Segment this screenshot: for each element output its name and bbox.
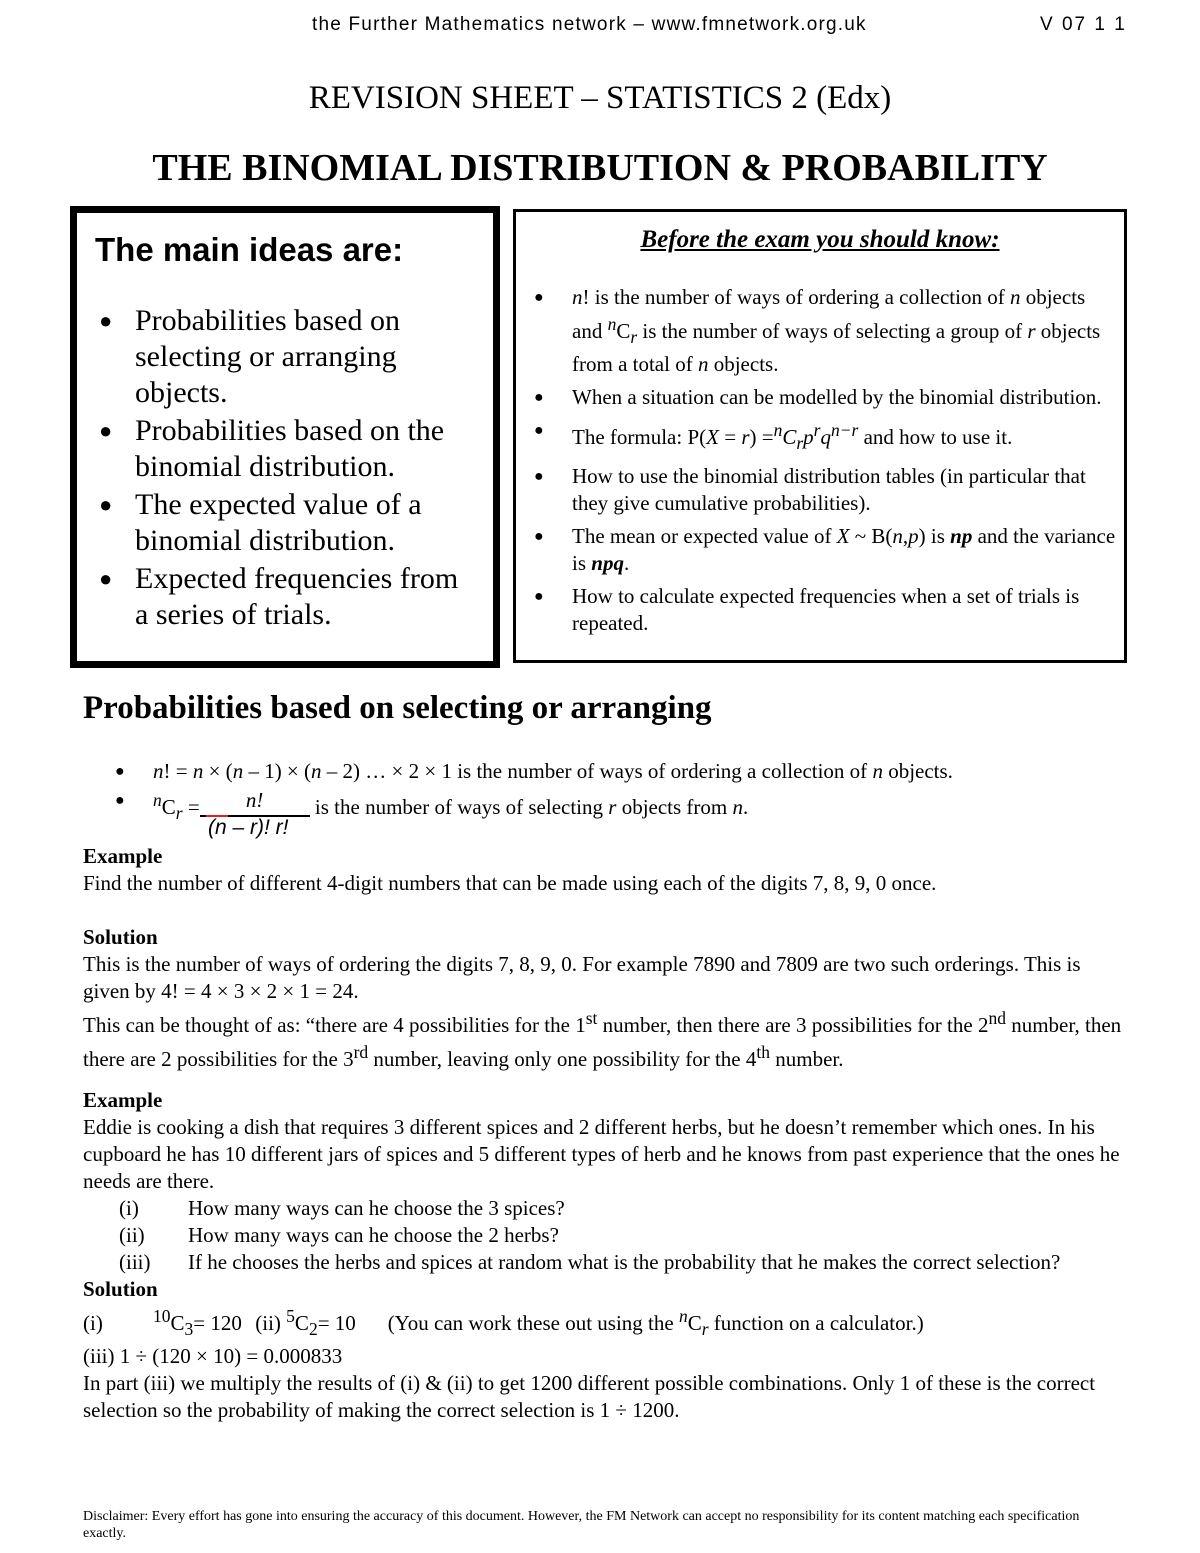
list-item: ● How to use the binomial distribution tables (in particular that they give cumulative probabilities). bbox=[534, 464, 1086, 516]
bullet-icon: ● bbox=[534, 588, 544, 606]
example-2 bbox=[83, 1087, 1123, 1424]
main-ideas-heading: The main ideas are: bbox=[95, 231, 404, 268]
bullet-icon: ● bbox=[99, 492, 113, 517]
list-item: ● n! is the number of ways of ordering a collection of n objects and $^nC_r$ is the number of ways of selecting a group of r objects from a total of n objects. bbox=[534, 285, 1101, 377]
bullet-icon: ● bbox=[115, 792, 125, 809]
solution-text: (iii) 1 ÷ (120 × 10) = 0.000833 bbox=[83, 1344, 343, 1369]
question-part: (iii) If he chooses the herbs and spices at random what is the probability that he makes the correct selection? bbox=[119, 1250, 1061, 1274]
know-box bbox=[513, 209, 1127, 663]
solution-text: This can be thought of as: “there are 4 possibilities for the 1st number, then there are 3 possibilities for the 2nd number, then there are 2 possibilities for the 3rd number, leaving only one possibility for the 4th number. bbox=[83, 1008, 1122, 1071]
bullet-icon: ● bbox=[99, 566, 113, 591]
solution-text: In part (iii) we multiply the results of (i) & (ii) to get 1200 different possible combinations. Only 1 of these is the correct selection so the probability of making the correct selection is 1 ÷ 1200. bbox=[83, 1371, 1096, 1423]
solution-label: Solution bbox=[83, 1277, 158, 1301]
bullet-icon: ● bbox=[99, 308, 113, 333]
formula-combination: ● $^nC_r$ = n! is the number of ways of selecting r objects from n. bbox=[115, 788, 749, 824]
example-1 bbox=[83, 843, 1123, 1073]
list-item: ● The formula: $P(X = r) =^nC_rp^rq^{n-r}$ and how to use it. bbox=[516, 417, 1116, 457]
bullet-icon: ● bbox=[534, 389, 544, 407]
revision-title: REVISION SHEET – STATISTICS 2 (Edx) bbox=[308, 80, 892, 116]
bullet-icon: ● bbox=[115, 763, 125, 780]
example-question: Find the number of different 4-digit numbers that can be made using each of the digits 7, 8, 9, 0 once. bbox=[83, 871, 937, 895]
list-item: ● The mean or expected value of X ~ B(n,p) is np and the variance is npq. bbox=[534, 524, 1116, 576]
section-title: Probabilities based on selecting or arranging bbox=[83, 690, 712, 726]
main-ideas-box bbox=[70, 206, 500, 668]
solution-text: This is the number of ways of ordering the digits 7, 8, 9, 0. For example 7890 and 7809 are two such orderings. This is given by 4! = 4 × 3 × 2 × 1 = 24. bbox=[83, 952, 1081, 1003]
fraction: n! bbox=[200, 786, 310, 817]
main-ideas-list bbox=[77, 303, 477, 635]
list-item: ● Probabilities based on selecting or arranging objects. bbox=[99, 304, 400, 409]
bullet-icon: ● bbox=[534, 528, 544, 546]
page-title: THE BINOMIAL DISTRIBUTION & PROBABILITY bbox=[152, 147, 1048, 189]
site-header: the Further Mathematics network – www.fmnetwork.org.uk bbox=[312, 14, 867, 35]
bullet-icon: ● bbox=[534, 422, 544, 440]
question-part: (ii) How many ways can he choose the 2 herbs? bbox=[119, 1223, 559, 1247]
bullet-icon: ● bbox=[99, 418, 113, 443]
know-list bbox=[516, 284, 1116, 643]
example-label: Example bbox=[83, 844, 163, 868]
solution-label: Solution bbox=[83, 925, 158, 949]
list-item: ● The expected value of a binomial distribution. bbox=[99, 488, 422, 557]
list-item: ● When a situation can be modelled by the binomial distribution. bbox=[534, 385, 1102, 410]
example-label: Example bbox=[83, 1088, 163, 1112]
version-label: V 07 1 1 bbox=[1040, 14, 1127, 35]
example-question: Eddie is cooking a dish that requires 3 different spices and 2 different herbs, but he doesn’t remember which ones. In his cupboard he has 10 different jars of spices and 5 different types of herb and he knows from past experience that the ones he needs are there. bbox=[83, 1115, 1120, 1193]
bullet-icon: ● bbox=[534, 468, 544, 486]
list-item: ● How to calculate expected frequencies when a set of trials is repeated. bbox=[534, 584, 1080, 636]
disclaimer: Disclaimer: Every effort has gone into ensuring the accuracy of this document. However, the FM Network can accept no responsibility for its content matching each specification exactly. bbox=[83, 1509, 1080, 1541]
fraction-denominator: (n – r)! r! bbox=[208, 816, 289, 839]
solution-text: (i) $^{10}C_3= 120$ (ii) $^5C_2= 10$ (You can work these out using the $^nC_r$ function on a calculator.) bbox=[83, 1306, 924, 1340]
question-part: (i) How many ways can he choose the 3 spices? bbox=[119, 1196, 565, 1220]
bullet-icon: ● bbox=[534, 289, 544, 306]
list-item: ● Probabilities based on the binomial distribution. bbox=[99, 414, 445, 483]
list-item: ● Expected frequencies from a series of trials. bbox=[99, 562, 459, 631]
know-heading: Before the exam you should know: bbox=[640, 226, 1000, 253]
formula-factorial: ● n! = n × (n – 1) × (n – 2) … × 2 × 1 is the number of ways of ordering a collection of n objects. bbox=[83, 757, 1123, 786]
